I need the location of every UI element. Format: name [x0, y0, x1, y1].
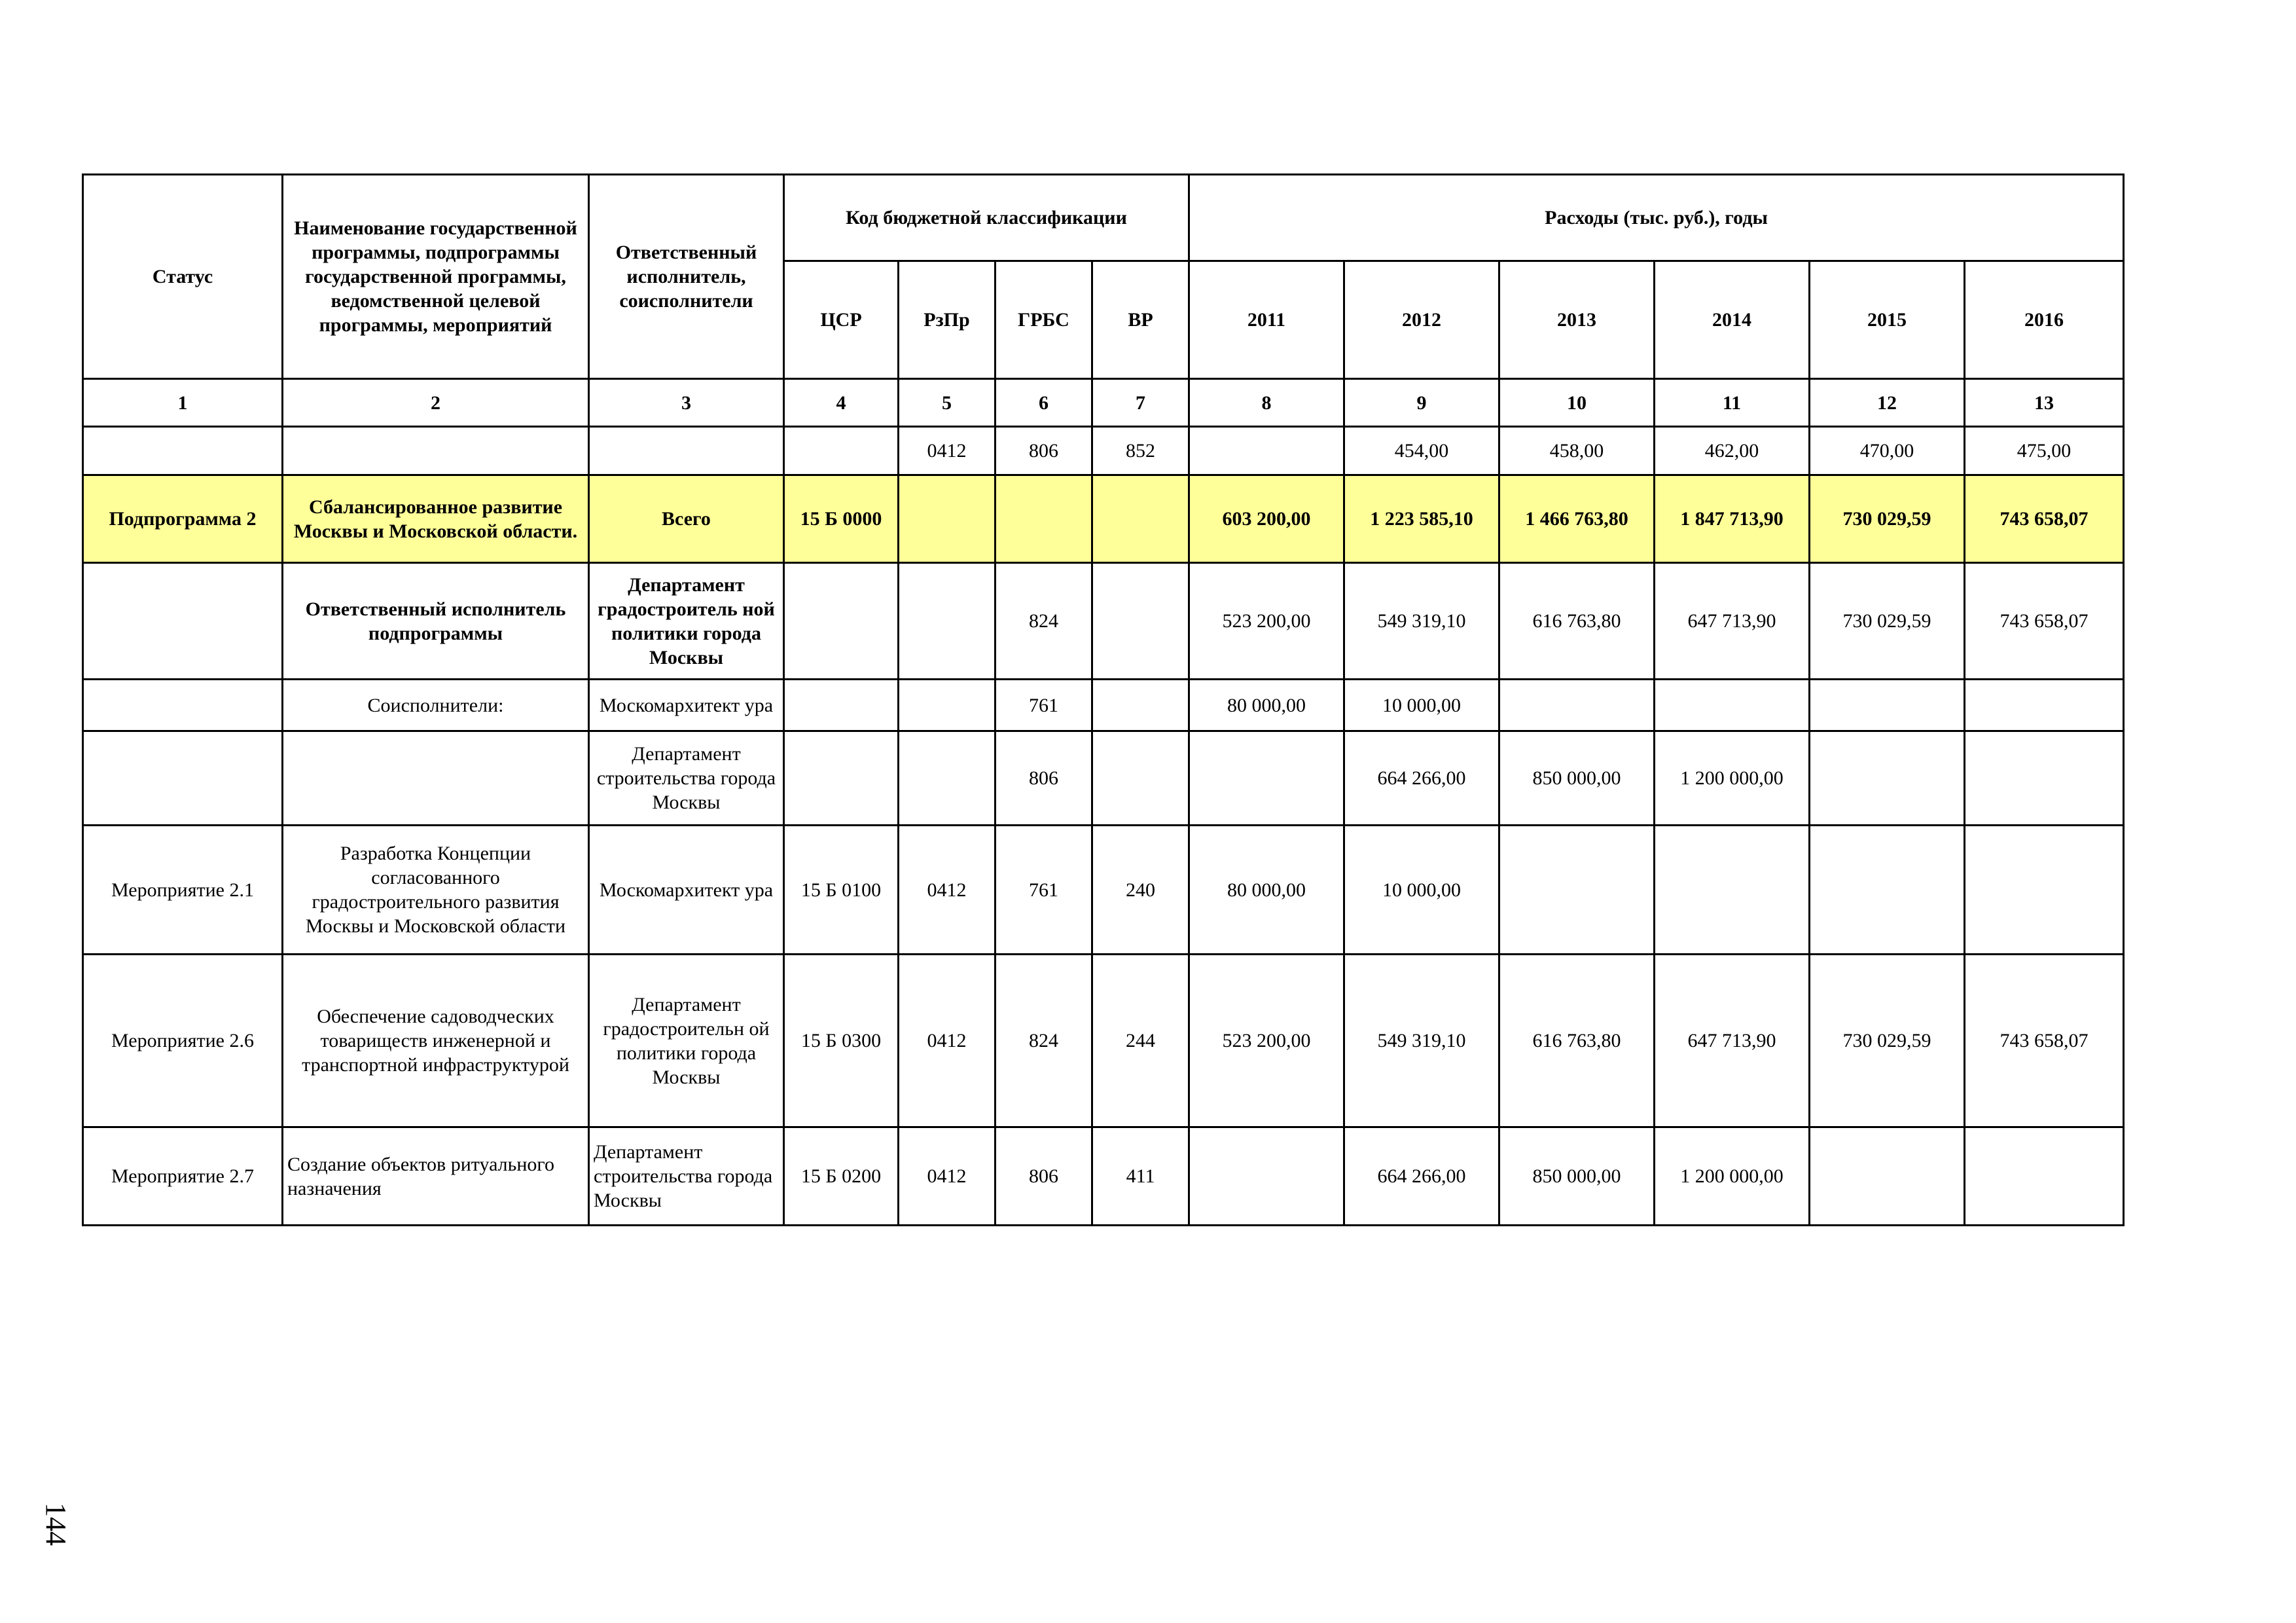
table-cell: 523 200,00 [1189, 955, 1344, 1127]
table-cell: 1 223 585,10 [1344, 475, 1499, 563]
table-cell: Департамент строительства города Москвы [589, 1127, 784, 1226]
header-executor: Ответственный исполнитель, соисполнители [589, 175, 784, 379]
table-cell: 10 000,00 [1344, 680, 1499, 731]
table-cell: Департамент градостроительн ой политики города Москвы [589, 955, 784, 1127]
table-cell [1189, 731, 1344, 826]
table-cell: 616 763,80 [1499, 563, 1655, 680]
table-cell: 0412 [899, 1127, 996, 1226]
table-cell [1499, 680, 1655, 731]
table-cell: 0412 [899, 955, 996, 1127]
table-cell [1965, 731, 2124, 826]
header-code-vr: ВР [1092, 261, 1189, 379]
column-number: 12 [1810, 379, 1965, 427]
table-cell [899, 731, 996, 826]
table-cell [589, 427, 784, 475]
table-cell: 244 [1092, 955, 1189, 1127]
table-cell [784, 427, 899, 475]
table-cell: 852 [1092, 427, 1189, 475]
table-cell: 523 200,00 [1189, 563, 1344, 680]
table-cell: 0412 [899, 826, 996, 955]
table-cell: Департамент градостроитель ной политики города Москвы [589, 563, 784, 680]
table-cell: 0412 [899, 427, 996, 475]
table-cell: Мероприятие 2.7 [83, 1127, 283, 1226]
table-cell [1810, 1127, 1965, 1226]
table-cell: 458,00 [1499, 427, 1655, 475]
table-cell: 824 [996, 955, 1092, 1127]
column-number-row [83, 379, 2124, 427]
table-cell: Разработка Концепции согласованного градостроительного развития Москвы и Московской области [283, 826, 589, 955]
table-cell [283, 427, 589, 475]
table-cell [1092, 563, 1189, 680]
column-number: 6 [996, 379, 1092, 427]
table-cell: 743 658,07 [1965, 563, 2124, 680]
table-cell: Департамент строительства города Москвы [589, 731, 784, 826]
column-number: 8 [1189, 379, 1344, 427]
table-cell: 1 200 000,00 [1655, 1127, 1810, 1226]
table-cell: 761 [996, 826, 1092, 955]
table-cell: 647 713,90 [1655, 563, 1810, 680]
table-cell: 761 [996, 680, 1092, 731]
header-year: 2012 [1344, 261, 1499, 379]
table-cell: Мероприятие 2.1 [83, 826, 283, 955]
table-cell: 15 Б 0000 [784, 475, 899, 563]
table-cell [1965, 680, 2124, 731]
table-cell: Ответственный исполнитель подпрограммы [283, 563, 589, 680]
header-year: 2011 [1189, 261, 1344, 379]
header-code-group: Код бюджетной классификации [784, 175, 1189, 261]
table-cell [83, 680, 283, 731]
table-cell: 240 [1092, 826, 1189, 955]
table-cell: 743 658,07 [1965, 475, 2124, 563]
table-cell: 806 [996, 731, 1092, 826]
column-number: 1 [83, 379, 283, 427]
table-row [83, 563, 2124, 680]
table-cell: 850 000,00 [1499, 731, 1655, 826]
table-cell: 730 029,59 [1810, 955, 1965, 1127]
table-cell [1810, 680, 1965, 731]
table-cell [899, 563, 996, 680]
table-cell: 1 200 000,00 [1655, 731, 1810, 826]
header-year: 2013 [1499, 261, 1655, 379]
table-cell [83, 731, 283, 826]
table-cell: 15 Б 0200 [784, 1127, 899, 1226]
table-cell: 470,00 [1810, 427, 1965, 475]
header-code-csr: ЦСР [784, 261, 899, 379]
table-cell [1189, 1127, 1344, 1226]
table-cell [784, 563, 899, 680]
table-cell: 15 Б 0100 [784, 826, 899, 955]
table-cell: 824 [996, 563, 1092, 680]
table-cell [1499, 826, 1655, 955]
table-cell: 549 319,10 [1344, 563, 1499, 680]
table-cell [996, 475, 1092, 563]
table-row [83, 826, 2124, 955]
table-cell [784, 731, 899, 826]
table-row [83, 955, 2124, 1127]
table-cell: 80 000,00 [1189, 680, 1344, 731]
table-cell [1965, 826, 2124, 955]
column-number: 9 [1344, 379, 1499, 427]
table-cell: 462,00 [1655, 427, 1810, 475]
table-cell [1965, 1127, 2124, 1226]
column-number: 5 [899, 379, 996, 427]
page-number: 144 [40, 1503, 72, 1546]
table-cell [784, 680, 899, 731]
header-year: 2016 [1965, 261, 2124, 379]
table-cell: 80 000,00 [1189, 826, 1344, 955]
table-cell [1655, 680, 1810, 731]
header-code-grbs: ГРБС [996, 261, 1092, 379]
table-cell: 806 [996, 1127, 1092, 1226]
table-cell: 806 [996, 427, 1092, 475]
table-cell: 743 658,07 [1965, 955, 2124, 1127]
table-cell: Создание объектов ритуального назначения [283, 1127, 589, 1226]
header-code-rzpr: РзПр [899, 261, 996, 379]
table-row [83, 427, 2124, 475]
table-cell: 1 466 763,80 [1499, 475, 1655, 563]
table-cell [1810, 731, 1965, 826]
table-cell: 730 029,59 [1810, 475, 1965, 563]
table-row [83, 680, 2124, 731]
table-cell [83, 427, 283, 475]
column-number: 4 [784, 379, 899, 427]
table-cell: 730 029,59 [1810, 563, 1965, 680]
table-cell: Мероприятие 2.6 [83, 955, 283, 1127]
table-cell: Подпрограмма 2 [83, 475, 283, 563]
table-cell: 603 200,00 [1189, 475, 1344, 563]
table-cell [1092, 731, 1189, 826]
table-cell: 664 266,00 [1344, 731, 1499, 826]
table-cell: Москомархитект ура [589, 826, 784, 955]
table-cell [83, 563, 283, 680]
table-cell: 411 [1092, 1127, 1189, 1226]
table-cell [1655, 826, 1810, 955]
header-name: Наименование государственной программы, подпрограммы государственной программы, ведомственной целевой программы, мероприятий [283, 175, 589, 379]
table-cell [1189, 427, 1344, 475]
header-expenses-group: Расходы (тыс. руб.), годы [1189, 175, 2124, 261]
column-number: 2 [283, 379, 589, 427]
column-number: 13 [1965, 379, 2124, 427]
table-cell [899, 475, 996, 563]
budget-table [82, 173, 2125, 1226]
table-cell: Соисполнители: [283, 680, 589, 731]
table-cell [1810, 826, 1965, 955]
table-cell: Обеспечение садоводческих товариществ инженерной и транспортной инфраструктурой [283, 955, 589, 1127]
table-cell [283, 731, 589, 826]
table-cell: Москомархитект ура [589, 680, 784, 731]
table-cell: 10 000,00 [1344, 826, 1499, 955]
table-cell [1092, 680, 1189, 731]
table-cell: 15 Б 0300 [784, 955, 899, 1127]
table-cell: 616 763,80 [1499, 955, 1655, 1127]
table-cell [1092, 475, 1189, 563]
header-year: 2014 [1655, 261, 1810, 379]
table-cell: 1 847 713,90 [1655, 475, 1810, 563]
table-cell: 647 713,90 [1655, 955, 1810, 1127]
column-number: 3 [589, 379, 784, 427]
table-cell: 454,00 [1344, 427, 1499, 475]
table-cell: 549 319,10 [1344, 955, 1499, 1127]
header-row-1 [83, 175, 2124, 261]
table-cell [899, 680, 996, 731]
column-number: 10 [1499, 379, 1655, 427]
header-year: 2015 [1810, 261, 1965, 379]
table-row [83, 1127, 2124, 1226]
table-row [83, 731, 2124, 826]
table-cell: 475,00 [1965, 427, 2124, 475]
subprogram-total-row [83, 475, 2124, 563]
table-cell: 850 000,00 [1499, 1127, 1655, 1226]
column-number: 7 [1092, 379, 1189, 427]
table-cell: Всего [589, 475, 784, 563]
table-cell: 664 266,00 [1344, 1127, 1499, 1226]
header-status: Статус [83, 175, 283, 379]
column-number: 11 [1655, 379, 1810, 427]
table-cell: Сбалансированное развитие Москвы и Московской области. [283, 475, 589, 563]
